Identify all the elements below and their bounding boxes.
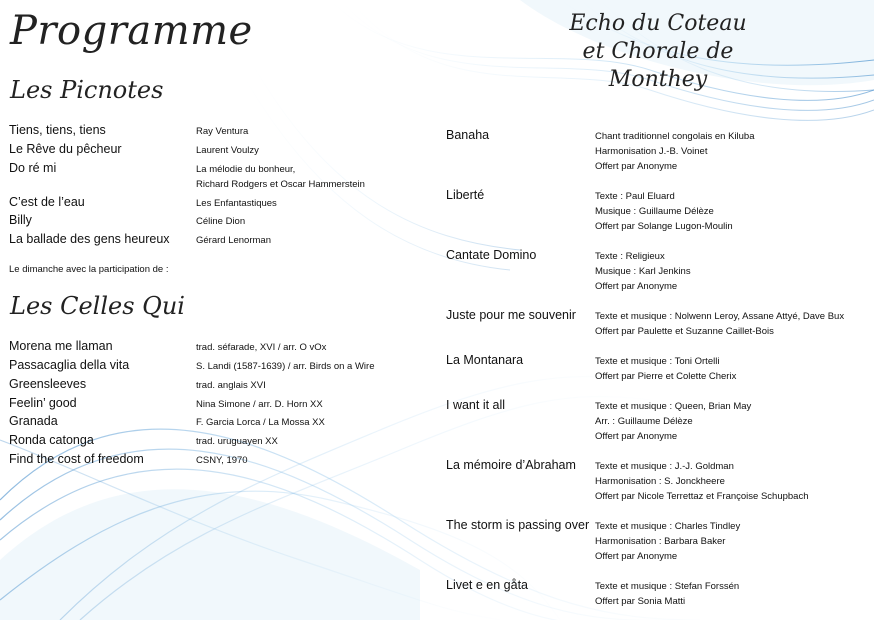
song-composer-line: Richard Rodgers et Oscar Hammerstein bbox=[196, 179, 365, 190]
program-song-details bbox=[595, 129, 755, 174]
program-detail-line: Texte : Religieux bbox=[595, 251, 665, 262]
program-detail-line: Offert par Solange Lugon-Moulin bbox=[595, 221, 733, 232]
song-title: C’est de l’eau bbox=[9, 195, 85, 209]
choir-title bbox=[540, 10, 776, 94]
song-composer bbox=[196, 162, 365, 192]
program-song-details bbox=[595, 309, 844, 339]
program-song-details bbox=[595, 459, 809, 504]
song-title: La ballade des gens heureux bbox=[9, 232, 170, 246]
program-detail-line: Offert par Anonyme bbox=[595, 161, 678, 172]
song-composer: CSNY, 1970 bbox=[196, 455, 248, 466]
program-detail-line: Texte et musique : Toni Ortelli bbox=[595, 356, 720, 367]
choir-title-line2: et Chorale de Monthey bbox=[582, 39, 734, 92]
song-composer: F. Garcia Lorca / La Mossa XX bbox=[196, 417, 325, 428]
program-song-title: La mémoire d’Abraham bbox=[446, 458, 576, 472]
song-composer: Ray Ventura bbox=[196, 126, 249, 137]
song-title: Greensleeves bbox=[9, 377, 87, 391]
program-song-details bbox=[595, 399, 751, 444]
participation-note: Le dimanche avec la participation de : bbox=[9, 264, 169, 275]
program-song-title: Livet e en gåta bbox=[446, 578, 529, 592]
program-detail-line: Chant traditionnel congolais en Kiluba bbox=[595, 131, 755, 142]
program-song-details bbox=[595, 354, 736, 384]
song-title: Passacaglia della vita bbox=[9, 358, 130, 372]
section-heading-picnotes: Les Picnotes bbox=[10, 76, 164, 104]
program-detail-line: Offert par Anonyme bbox=[595, 281, 678, 292]
song-title: Find the cost of freedom bbox=[9, 452, 144, 466]
page-title: Programme bbox=[10, 8, 253, 54]
song-title: Feelin’ good bbox=[9, 396, 77, 410]
program-song-title: Juste pour me souvenir bbox=[446, 308, 576, 322]
program-detail-line: Arr. : Guillaume Délèze bbox=[595, 416, 693, 427]
song-title: Do ré mi bbox=[9, 161, 57, 175]
song-composer: trad. uruguayen XX bbox=[196, 436, 278, 447]
song-title: Billy bbox=[9, 213, 32, 227]
song-composer: S. Landi (1587-1639) / arr. Birds on a Wire bbox=[196, 361, 375, 372]
program-detail-line: Texte et musique : Charles Tindley bbox=[595, 521, 741, 532]
program-song-title: The storm is passing over bbox=[446, 518, 590, 532]
choir-title-line1: Echo du Coteau bbox=[569, 11, 747, 36]
program-detail-line: Texte : Paul Eluard bbox=[595, 191, 675, 202]
song-title: Le Rêve du pêcheur bbox=[9, 142, 122, 156]
program-detail-line: Offert par Nicole Terrettaz et Françoise Schupbach bbox=[595, 491, 809, 502]
program-detail-line: Offert par Sonia Matti bbox=[595, 596, 686, 607]
program-detail-line: Texte et musique : Queen, Brian May bbox=[595, 401, 752, 412]
song-composer: trad. séfarade, XVI / arr. O vOx bbox=[196, 342, 327, 353]
program-song-title: Banaha bbox=[446, 128, 490, 142]
song-composer: trad. anglais XVI bbox=[196, 380, 266, 391]
program-detail-line: Offert par Anonyme bbox=[595, 551, 678, 562]
program-song-details bbox=[595, 249, 691, 294]
song-composer-line: La mélodie du bonheur, bbox=[196, 164, 296, 175]
song-composer: Gérard Lenorman bbox=[196, 235, 271, 246]
program-detail-line: Offert par Pierre et Colette Cherix bbox=[595, 371, 737, 382]
program-detail-line: Texte et musique : Stefan Forssén bbox=[595, 581, 740, 592]
program-detail-line: Texte et musique : Nolwenn Leroy, Assane Attyé, Dave Bux bbox=[595, 311, 845, 322]
song-title: Tiens, tiens, tiens bbox=[9, 123, 106, 137]
program-song-title: Cantate Domino bbox=[446, 248, 537, 262]
song-composer: Nina Simone / arr. D. Horn XX bbox=[196, 399, 323, 410]
section-heading-celles-qui: Les Celles Qui bbox=[10, 292, 185, 320]
program-detail-line: Texte et musique : J.-J. Goldman bbox=[595, 461, 734, 472]
program-song-title: Liberté bbox=[446, 188, 485, 202]
program-song-details bbox=[595, 519, 740, 564]
program-song-details bbox=[595, 579, 739, 609]
song-composer: Laurent Voulzy bbox=[196, 145, 259, 156]
song-composer: Les Enfantastiques bbox=[196, 198, 277, 209]
program-song-title: La Montanara bbox=[446, 353, 524, 367]
program-detail-line: Harmonisation J.-B. Voinet bbox=[595, 146, 708, 157]
program-song-details bbox=[595, 189, 733, 234]
song-title: Ronda catonga bbox=[9, 433, 94, 447]
program-detail-line: Offert par Anonyme bbox=[595, 431, 678, 442]
song-title: Morena me llaman bbox=[9, 339, 113, 353]
program-detail-line: Musique : Guillaume Délèze bbox=[595, 206, 714, 217]
program-detail-line: Harmonisation : Barbara Baker bbox=[595, 536, 726, 547]
song-title: Granada bbox=[9, 414, 58, 428]
program-song-title: I want it all bbox=[446, 398, 506, 412]
program-detail-line: Offert par Paulette et Suzanne Caillet-Bois bbox=[595, 326, 774, 337]
song-composer: Céline Dion bbox=[196, 216, 246, 227]
program-detail-line: Musique : Karl Jenkins bbox=[595, 266, 691, 277]
program-detail-line: Harmonisation : S. Jonckheere bbox=[595, 476, 725, 487]
